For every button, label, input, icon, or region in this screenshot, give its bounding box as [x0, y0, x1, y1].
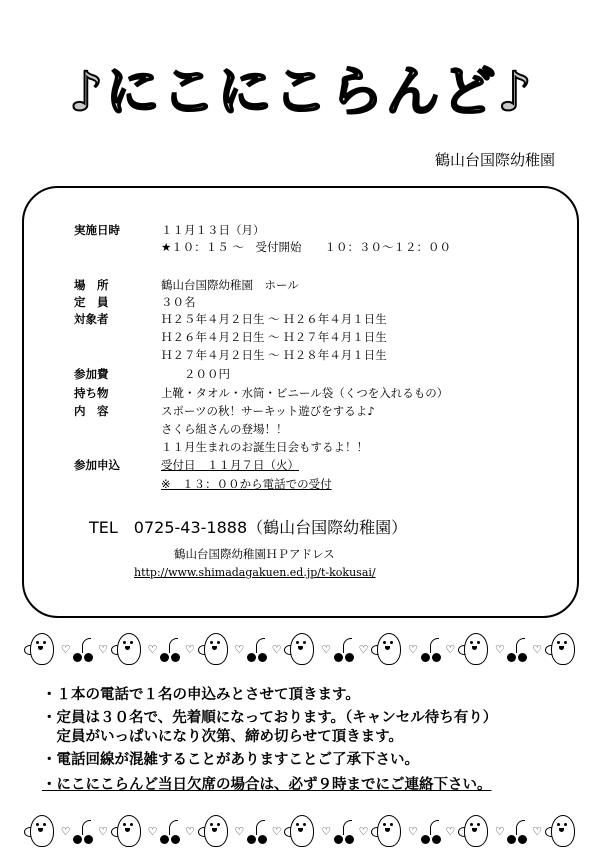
chick-icon [545, 811, 579, 851]
heart-icon: ♡ [321, 824, 332, 838]
heart-icon: ♡ [60, 642, 71, 656]
cherry-icon [247, 818, 269, 844]
info-box [22, 186, 579, 618]
school-name: 鶴山台国際幼稚園 [434, 151, 555, 169]
heart-icon: ♡ [445, 642, 456, 656]
cherry-icon [73, 636, 95, 662]
target-1: Ｈ２５年４月２日生 ～ Ｈ２６年４月１日生 [161, 312, 387, 326]
target-label: 対象者 [74, 312, 109, 326]
note-5: ・にこにこらんど当日欠席の場合は、必ず９時までにご連絡下さい。 [42, 777, 492, 793]
chick-icon [111, 811, 145, 851]
chick-icon [198, 811, 232, 851]
cherry-icon [73, 818, 95, 844]
heart-icon: ♡ [494, 824, 505, 838]
heart-icon: ♡ [234, 642, 245, 656]
content-2: さくら組さんの登場！！ [161, 422, 288, 436]
tel-number: TEL 0725-43-1888（鶴山台国際幼稚園） [89, 518, 408, 537]
capacity-label: 定 員 [74, 295, 109, 309]
chick-icon [111, 629, 145, 669]
chick-icon [458, 811, 492, 851]
note-3: 定員がいっぱいになり次第、締め切らせて頂きます。 [42, 729, 403, 745]
heart-icon: ♡ [321, 642, 332, 656]
heart-icon: ♡ [234, 824, 245, 838]
bring-label: 持ち物 [74, 386, 109, 400]
heart-icon: ♡ [358, 642, 369, 656]
content-3: １１月生まれのお誕生日会もするよ！！ [161, 440, 368, 454]
chick-icon [371, 629, 405, 669]
heart-icon: ♡ [147, 642, 158, 656]
date-line1: １１月１３日（月） [161, 223, 265, 237]
fee-label: 参加費 [74, 367, 109, 381]
note-4: ・電話回線が混雑することがありますことご了承下さい。 [42, 752, 419, 768]
cherry-icon [421, 636, 443, 662]
apply-time: ※ １３：００から電話での受付 [161, 477, 332, 491]
chick-icon [24, 811, 58, 851]
content-label: 内 容 [74, 404, 109, 418]
note-2: ・定員は３０名で、先着順になっております。（キャンセル待ち有り） [42, 710, 498, 726]
heart-icon: ♡ [408, 642, 418, 656]
heart-icon: ♡ [98, 824, 109, 838]
heart-icon: ♡ [445, 824, 456, 838]
fee-value: ２００円 [184, 367, 230, 381]
notes [42, 686, 497, 795]
heart-icon: ♡ [147, 824, 158, 838]
target-3: Ｈ２７年４月２日生 ～ Ｈ２８年４月１日生 [161, 348, 387, 362]
chick-icon [198, 629, 232, 669]
date-line2: ★１０：１５ ～ 受付開始 １０：３０～１２：００ [161, 240, 451, 254]
decoration-border-top [24, 626, 579, 672]
chick-icon [284, 629, 318, 669]
hp-label: 鶴山台国際幼稚園ＨＰアドレス [174, 547, 335, 561]
cherry-icon [334, 636, 356, 662]
date-label: 実施日時 [74, 223, 120, 237]
chick-icon [371, 811, 405, 851]
heart-icon: ♡ [532, 824, 543, 838]
cherry-icon [334, 818, 356, 844]
cherry-icon [507, 636, 529, 662]
target-2: Ｈ２６年４月２日生 ～ Ｈ２７年４月１日生 [161, 330, 387, 344]
cherry-icon [507, 818, 529, 844]
heart-icon: ♡ [271, 642, 282, 656]
heart-icon: ♡ [98, 642, 109, 656]
heart-icon: ♡ [184, 642, 195, 656]
capacity-value: ３０名 [161, 295, 196, 309]
content-1: スポーツの秋！サーキット遊びをするよ♪ [161, 404, 375, 418]
apply-label: 参加申込 [74, 458, 120, 472]
chick-icon [24, 629, 58, 669]
cherry-icon [160, 636, 182, 662]
note-1: ・１本の電話で１名の申込みとさせて頂きます。 [42, 687, 360, 703]
bring-value: 上靴・タオル・水筒・ビニール袋（くつを入れるもの） [161, 386, 449, 400]
heart-icon: ♡ [184, 824, 195, 838]
chick-icon [284, 811, 318, 851]
chick-icon [458, 629, 492, 669]
heart-icon: ♡ [494, 642, 505, 656]
chick-icon [545, 629, 579, 669]
cherry-icon [247, 636, 269, 662]
hp-url[interactable]: http://www.shimadagakuen.ed.jp/t-kokusai/ [134, 566, 376, 579]
heart-icon: ♡ [532, 642, 543, 656]
decoration-border-bottom [24, 808, 579, 854]
heart-icon: ♡ [60, 824, 71, 838]
place-label: 場 所 [74, 278, 109, 292]
cherry-icon [160, 818, 182, 844]
apply-date: 受付日 １１月７日（火） [161, 458, 299, 472]
heart-icon: ♡ [408, 824, 418, 838]
place-value: 鶴山台国際幼稚園 ホール [161, 278, 299, 292]
heart-icon: ♡ [358, 824, 369, 838]
page-title: ♪にこにこらんど♪ [69, 60, 534, 123]
cherry-icon [421, 818, 443, 844]
heart-icon: ♡ [271, 824, 282, 838]
